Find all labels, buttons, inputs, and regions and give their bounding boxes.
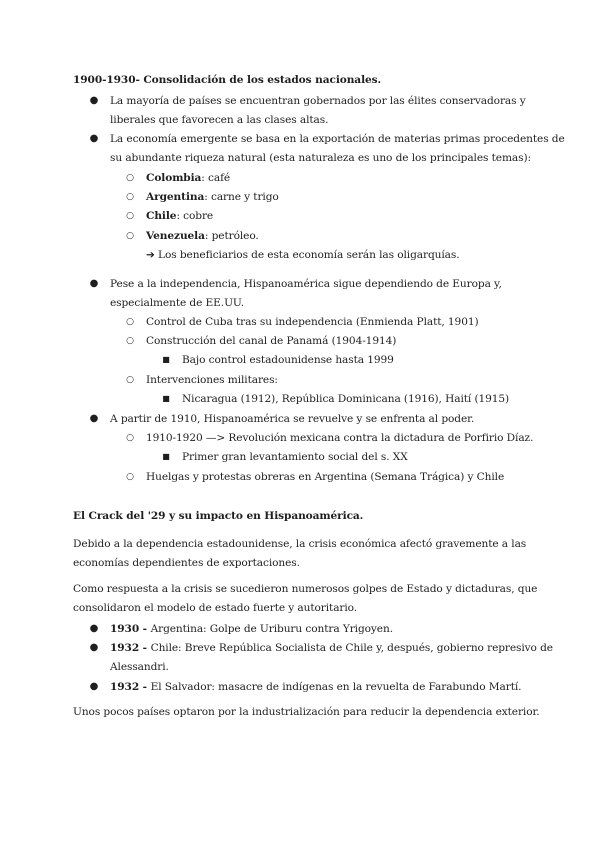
text-line: Bajo control estadounidense hasta 1999 (182, 354, 394, 366)
text-line: economías dependientes de exportaciones. (73, 557, 300, 569)
bullet-disc-icon: ● (89, 642, 99, 653)
bullet-square-icon: ■ (162, 394, 170, 403)
text-line: La economía emergente se basa en la exportación de materias primas procedentes de (110, 133, 565, 145)
bullet-disc-icon: ● (89, 623, 99, 634)
list-item: Venezuela: petróleo. (146, 230, 259, 242)
bullet-circle-icon: ○ (126, 336, 134, 346)
text-line: Intervenciones militares: (146, 374, 278, 386)
section-heading: El Crack del '29 y su impacto en Hispanoamérica. (73, 510, 364, 522)
text-line: Unos pocos países optaron por la industrialización para reducir la dependencia exterior. (73, 706, 540, 718)
bullet-disc-icon: ● (89, 95, 99, 106)
text-line: Primer gran levantamiento social del s. XX (182, 451, 408, 463)
text-line: Pese a la independencia, Hispanoamérica sigue dependiendo de Europa y, (110, 278, 502, 290)
bullet-circle-icon: ○ (126, 317, 134, 327)
text-line: Nicaragua (1912), República Dominicana (1916), Haití (1915) (182, 393, 510, 405)
text-line: Control de Cuba tras su independencia (Enmienda Platt, 1901) (146, 316, 479, 328)
text-line: Construcción del canal de Panamá (1904-1914) (146, 335, 397, 347)
list-item: 1930 - Argentina: Golpe de Uriburu contra Yrigoyen. (110, 623, 393, 635)
bullet-circle-icon: ○ (126, 211, 134, 221)
list-item: 1932 - El Salvador: masacre de indígenas en la revuelta de Farabundo Martí. (110, 681, 522, 693)
text-line: Alessandri. (110, 661, 169, 673)
bullet-circle-icon: ○ (126, 433, 134, 443)
list-item: Chile: cobre (146, 210, 214, 222)
text-line: Huelgas y protestas obreras en Argentina (Semana Trágica) y Chile (146, 471, 505, 483)
text-line: ➔ Los beneficiarios de esta economía serán las oligarquías. (146, 249, 460, 261)
text-line: Como respuesta a la crisis se sucedieron numerosos golpes de Estado y dictaduras, que (73, 583, 538, 595)
bullet-circle-icon: ○ (126, 472, 134, 482)
bullet-square-icon: ■ (162, 452, 170, 461)
section-heading: 1900-1930- Consolidación de los estados nacionales. (73, 74, 382, 86)
bullet-disc-icon: ● (89, 413, 99, 424)
bullet-disc-icon: ● (89, 681, 99, 692)
text-line: A partir de 1910, Hispanoamérica se revuelve y se enfrenta al poder. (110, 413, 475, 425)
bullet-disc-icon: ● (89, 133, 99, 144)
text-line: La mayoría de países se encuentran gobernados por las élites conservadoras y (110, 95, 526, 107)
text-line: su abundante riqueza natural (esta naturaleza es uno de los principales temas): (110, 152, 531, 164)
text-line: 1910-1920 —> Revolución mexicana contra la dictadura de Porfirio Díaz. (146, 432, 534, 444)
list-item: 1932 - Chile: Breve República Socialista de Chile y, después, gobierno represivo de (110, 642, 553, 654)
list-item: Argentina: carne y trigo (146, 191, 279, 203)
text-line: consolidaron el modelo de estado fuerte y autoritario. (73, 602, 358, 614)
list-item: Colombia: café (146, 172, 231, 184)
bullet-disc-icon: ● (89, 278, 99, 289)
bullet-circle-icon: ○ (126, 375, 134, 385)
bullet-square-icon: ■ (162, 355, 170, 364)
text-line: Debido a la dependencia estadounidense, la crisis económica afectó gravemente a las (73, 538, 527, 550)
bullet-circle-icon: ○ (126, 231, 134, 241)
text-line: liberales que favorecen a las clases altas. (110, 114, 329, 126)
bullet-circle-icon: ○ (126, 192, 134, 202)
text-line: especialmente de EE.UU. (110, 297, 245, 309)
bullet-circle-icon: ○ (126, 173, 134, 183)
